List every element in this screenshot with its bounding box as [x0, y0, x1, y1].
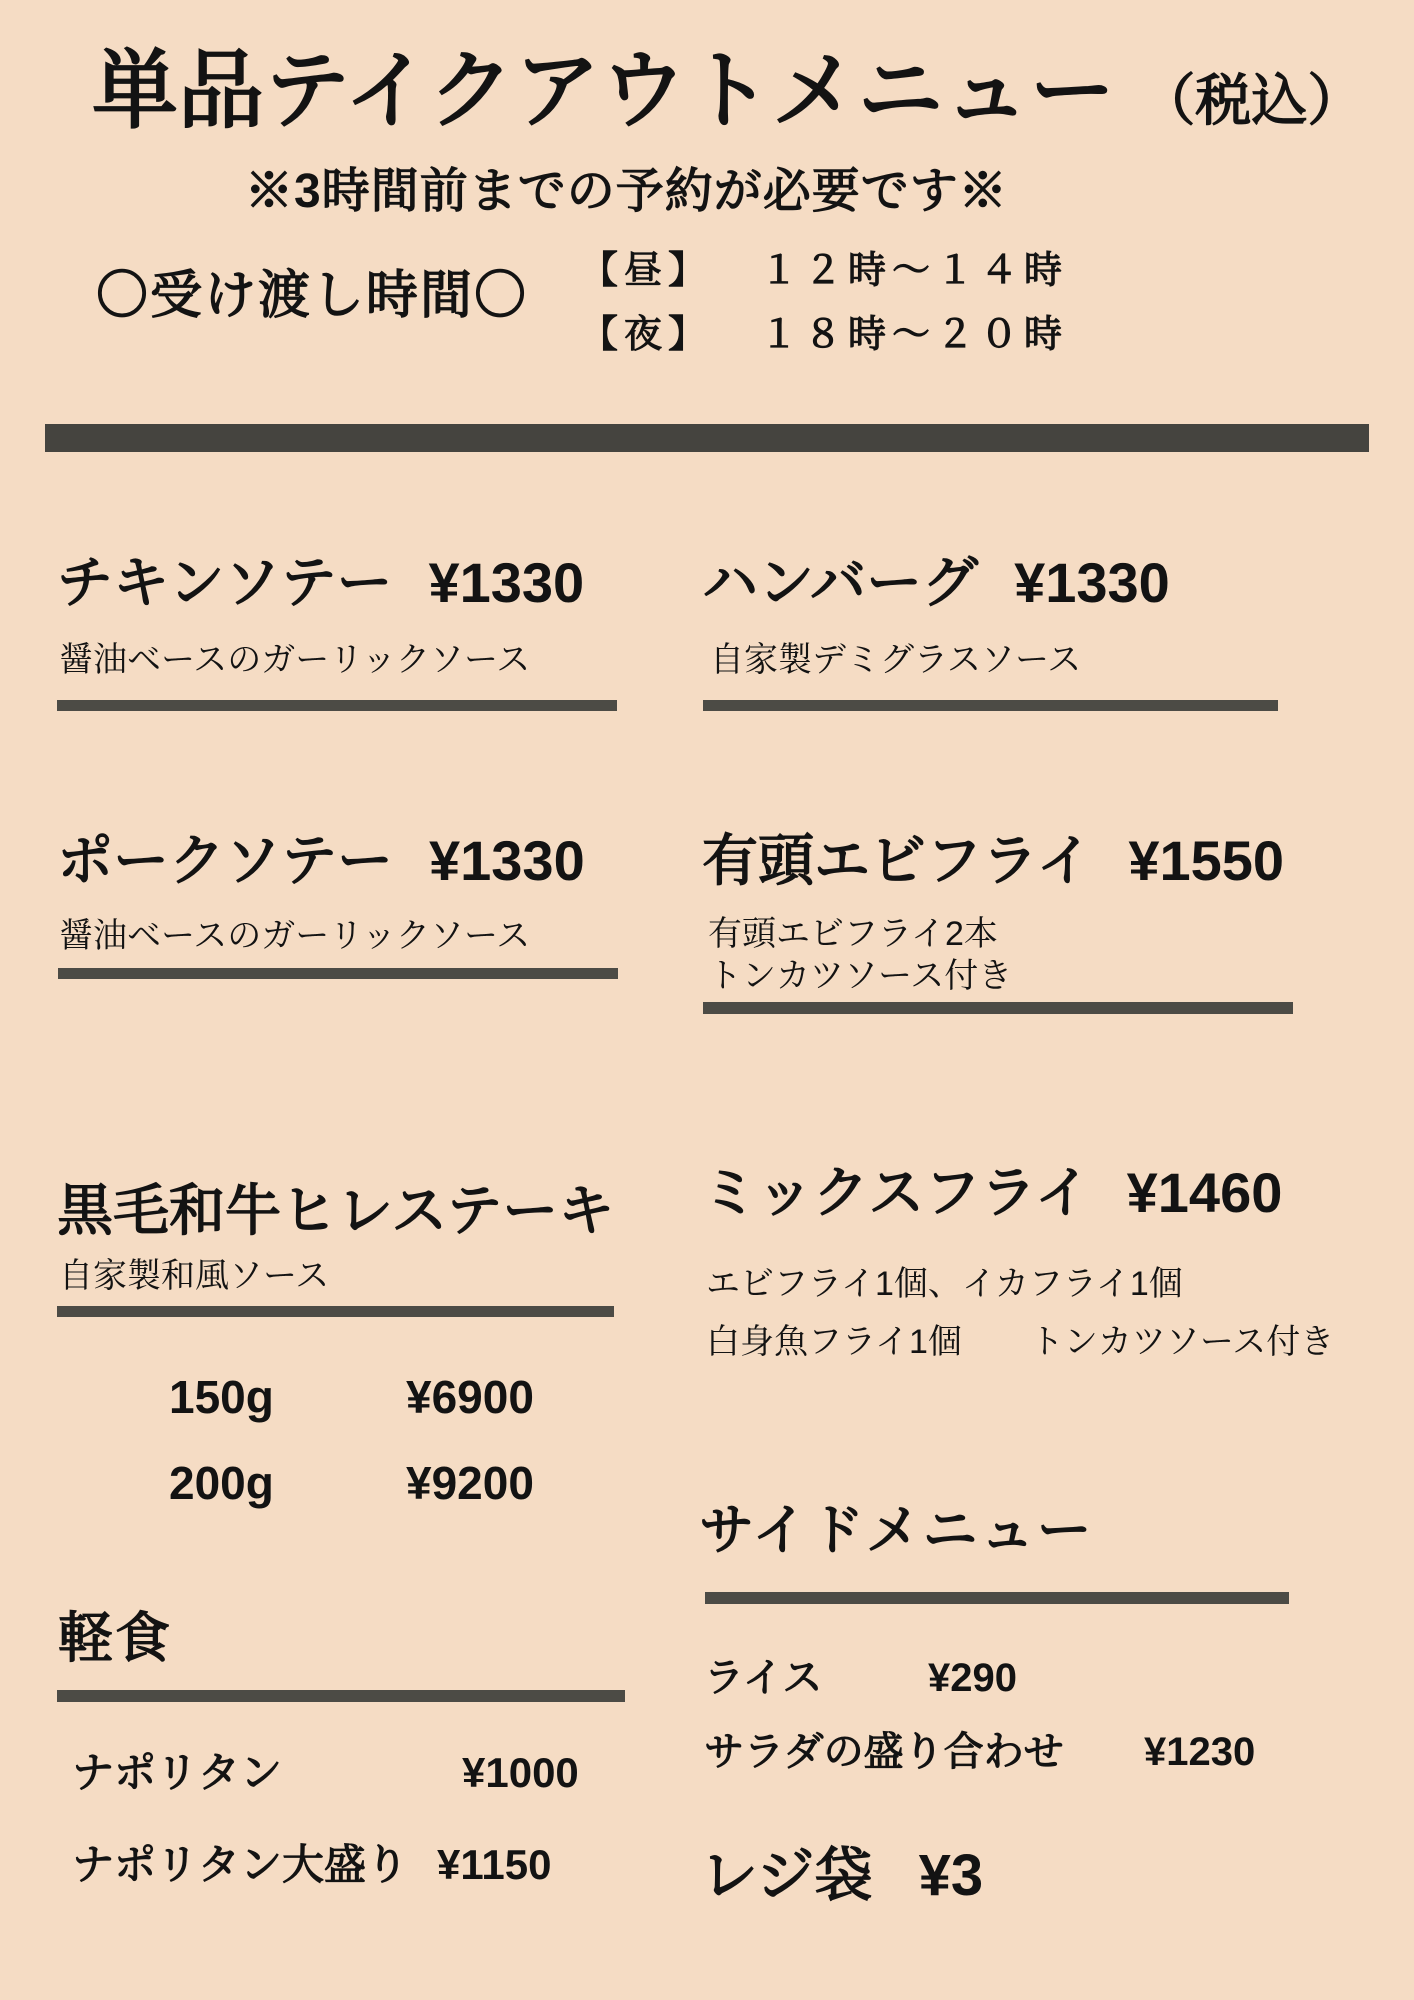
pickup-time-label: 〇受け渡し時間〇	[96, 267, 529, 325]
item-name: ナポリタン	[72, 1749, 283, 1796]
side-item-salad	[704, 1730, 1256, 1774]
pickup-slot-dinner: 【夜】	[580, 314, 713, 357]
variant-size: 200g	[169, 1457, 274, 1509]
item-price: ¥1150	[437, 1841, 552, 1888]
pickup-times	[580, 240, 1068, 368]
item-name: 黒毛和牛ヒレステーキ	[57, 1179, 615, 1242]
item-name: 有頭エビフライ	[702, 829, 1093, 892]
item-underline	[703, 700, 1278, 711]
variant-size: 150g	[169, 1371, 274, 1423]
item-name: ポークソテー	[57, 829, 393, 892]
menu-item-chicken-saute	[57, 552, 584, 614]
pickup-hours-lunch: １２時～１４時	[760, 250, 1069, 293]
item-description-line2: トンカツソース付き	[708, 957, 1013, 995]
item-price: ¥1330	[1014, 551, 1170, 614]
item-description-line1: 有頭エビフライ2本	[708, 915, 998, 953]
menu-item-wagyu-steak	[57, 1180, 614, 1242]
pickup-time-dinner	[580, 304, 1068, 368]
page-title-text: 単品テイクアウトメニュー	[92, 43, 1116, 139]
variant-price: ¥9200	[406, 1457, 534, 1509]
light-meals-heading: 軽食	[58, 1607, 173, 1669]
item-price: ¥1230	[1144, 1730, 1256, 1774]
side-menu-underline	[705, 1592, 1289, 1604]
reservation-notice: ※3時間前までの予約が必要です※	[245, 165, 1008, 218]
light-item-napolitan	[72, 1749, 579, 1796]
item-price: ¥1550	[1128, 829, 1285, 892]
menu-item-hamburg	[702, 552, 1170, 614]
side-item-rice	[704, 1656, 1017, 1700]
light-meals-underline	[57, 1690, 625, 1702]
item-price: ¥1330	[428, 551, 585, 614]
side-menu-heading: サイドメニュー	[699, 1499, 1094, 1561]
pickup-hours-dinner: １８時～２０時	[760, 314, 1069, 357]
pickup-time-lunch	[580, 240, 1068, 304]
item-name: ハンバーグ	[702, 551, 979, 614]
steak-variant-200g	[169, 1458, 534, 1509]
plastic-bag-row	[700, 1844, 983, 1908]
item-name: チキンソテー	[57, 551, 393, 614]
item-price: ¥290	[928, 1656, 1017, 1700]
item-description-line2: 白身魚フライ1個 トンカツソース付き	[706, 1323, 1335, 1361]
item-description: 醤油ベースのガーリックソース	[59, 917, 531, 955]
item-name: ナポリタン大盛り	[72, 1841, 409, 1888]
item-underline	[58, 968, 618, 979]
menu-item-ebi-fry	[702, 830, 1284, 892]
steak-variant-150g	[169, 1372, 534, 1423]
pickup-slot-lunch: 【昼】	[580, 250, 713, 293]
tax-included-note: （税込）	[1139, 69, 1364, 132]
item-underline	[703, 1002, 1293, 1014]
variant-price: ¥6900	[406, 1371, 534, 1423]
item-description: 醤油ベースのガーリックソース	[59, 641, 531, 679]
item-description-line1: エビフライ1個、イカフライ1個	[706, 1265, 1183, 1303]
item-price: ¥3	[918, 1843, 984, 1908]
header-divider-bar	[45, 424, 1369, 452]
page-title	[92, 44, 1363, 139]
item-name: レジ袋	[700, 1843, 873, 1908]
item-price: ¥1000	[462, 1749, 579, 1796]
item-name: サラダの盛り合わせ	[704, 1730, 1064, 1774]
item-description: 自家製デミグラスソース	[710, 641, 1082, 679]
item-price: ¥1460	[1126, 1161, 1283, 1224]
menu-item-pork-saute	[57, 830, 585, 892]
item-name: ミックスフライ	[702, 1161, 1091, 1224]
item-price: ¥1330	[429, 829, 585, 892]
light-item-napolitan-large	[72, 1841, 552, 1888]
item-underline	[57, 1306, 614, 1317]
menu-item-mixed-fry	[702, 1162, 1282, 1224]
item-underline	[57, 700, 617, 711]
item-description: 自家製和風ソース	[59, 1257, 330, 1295]
item-name: ライス	[704, 1656, 823, 1700]
